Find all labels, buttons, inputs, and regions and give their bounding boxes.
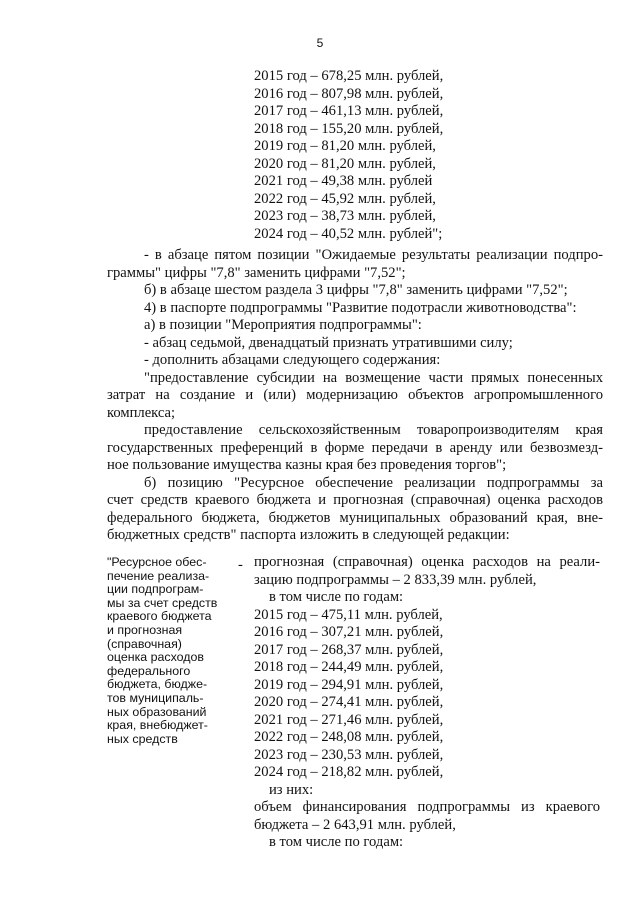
label-line: мы за счет средств <box>107 595 218 610</box>
top-year-line: 2018 год – 155,20 млн. рублей, <box>254 120 444 137</box>
right-column-line: в том числе по годам: <box>269 834 404 850</box>
top-year-line: 2015 год – 678,25 млн. рублей, <box>254 68 444 84</box>
paragraph-line: - в абзаце пятом позиции "Ожидаемые результаты реализации подпро- <box>144 247 603 263</box>
paragraph-line: затрат на создание и (или) модернизацию объектов агропромышленного <box>107 387 603 403</box>
top-year-line: 2023 год – 38,73 млн. рублей, <box>254 208 436 224</box>
top-year-line: 2017 год – 461,13 млн. рублей, <box>254 103 444 119</box>
paragraph-line: счет средств краевого бюджета и прогнозная (справочная) оценка расходов <box>107 492 603 508</box>
top-year-line: 2021 год – 49,38 млн. рублей <box>254 173 433 189</box>
paragraph-line: государственных преференций в форме передачи в аренду или безвозмезд- <box>107 439 603 456</box>
label-line: ных образований <box>107 704 207 719</box>
label-line: ции подпрограм- <box>107 582 204 597</box>
label-line: оценка расходов <box>107 650 204 665</box>
right-column-line: 2021 год – 271,46 млн. рублей, <box>254 711 444 728</box>
passport-position-label <box>107 556 237 746</box>
paragraph-line: федерального бюджета, бюджетов муниципальных образований края, вне- <box>107 509 603 526</box>
label-line: и прогнозная <box>107 622 183 637</box>
column-separator-dash: - <box>238 557 243 573</box>
right-column-line: бюджета – 2 643,91 млн. рублей, <box>254 816 456 833</box>
right-column-line: 2023 год – 230,53 млн. рублей, <box>254 746 444 763</box>
right-column-line: 2018 год – 244,49 млн. рублей, <box>254 659 444 675</box>
paragraph-line: комплекса; <box>107 404 176 421</box>
label-line: края, внебюджет- <box>107 718 208 733</box>
label-line: "Ресурсное обес- <box>107 555 207 569</box>
paragraph-line: бюджетных средств" паспорта изложить в следующей редакции: <box>107 527 510 543</box>
right-column-line: 2020 год – 274,41 млн. рублей, <box>254 694 444 710</box>
paragraph-line: - абзац седьмой, двенадцатый признать утратившими силу; <box>144 334 513 351</box>
right-column-line: 2016 год – 307,21 млн. рублей, <box>254 624 444 640</box>
paragraph-line: предоставление сельскохозяйственным товаропроизводителям края <box>144 422 603 438</box>
top-year-line: 2024 год – 40,52 млн. рублей"; <box>254 225 443 242</box>
paragraph-line: а) в позиции "Мероприятия подпрограммы": <box>144 317 422 333</box>
label-line: тов муниципаль- <box>107 690 204 705</box>
right-column-line: из них: <box>269 781 314 798</box>
paragraph-line: б) в абзаце шестом раздела 3 цифры "7,8" заменить цифрами "7,52"; <box>144 282 568 298</box>
right-column-line: 2015 год – 475,11 млн. рублей, <box>254 606 443 623</box>
label-line: бюджета, бюдже- <box>107 677 208 692</box>
right-column-line: зацию подпрограммы – 2 833,39 млн. рублей, <box>254 571 537 588</box>
right-column-line: 2019 год – 294,91 млн. рублей, <box>254 676 444 693</box>
paragraph-line: ное пользование имущества казны края без проведения торгов"; <box>107 457 507 473</box>
label-line: краевого бюджета <box>107 609 212 624</box>
label-line: ных средств <box>107 731 178 746</box>
paragraph-line: б) позицию "Ресурсное обеспечение реализации подпрограммы за <box>144 474 603 491</box>
right-column-line: объем финансирования подпрограммы из краевого <box>254 799 600 815</box>
paragraph-line: граммы" цифры "7,8" заменить цифрами "7,52"; <box>107 264 406 281</box>
top-year-line: 2019 год – 81,20 млн. рублей, <box>254 138 436 154</box>
right-column-line: прогнозная (справочная) оценка расходов на реали- <box>254 554 600 570</box>
top-year-line: 2020 год – 81,20 млн. рублей, <box>254 155 436 172</box>
label-line: (справочная) <box>107 636 182 651</box>
label-line: печение реализа- <box>107 568 210 583</box>
paragraph-line: 4) в паспорте подпрограммы "Развитие подотрасли животноводства": <box>144 299 577 316</box>
right-column-line: 2024 год – 218,82 млн. рублей, <box>254 764 444 780</box>
right-column-line: 2022 год – 248,08 млн. рублей, <box>254 729 444 745</box>
top-year-line: 2022 год – 45,92 млн. рублей, <box>254 190 436 207</box>
right-column-line: 2017 год – 268,37 млн. рублей, <box>254 641 444 658</box>
page-number: 5 <box>316 36 324 50</box>
top-year-line: 2016 год – 807,98 млн. рублей, <box>254 85 444 102</box>
label-line: федерального <box>107 663 191 678</box>
right-column-line: в том числе по годам: <box>269 589 404 605</box>
paragraph-line: - дополнить абзацами следующего содержания: <box>144 352 441 368</box>
paragraph-line: "предоставление субсидии на возмещение части прямых понесенных <box>144 369 603 386</box>
